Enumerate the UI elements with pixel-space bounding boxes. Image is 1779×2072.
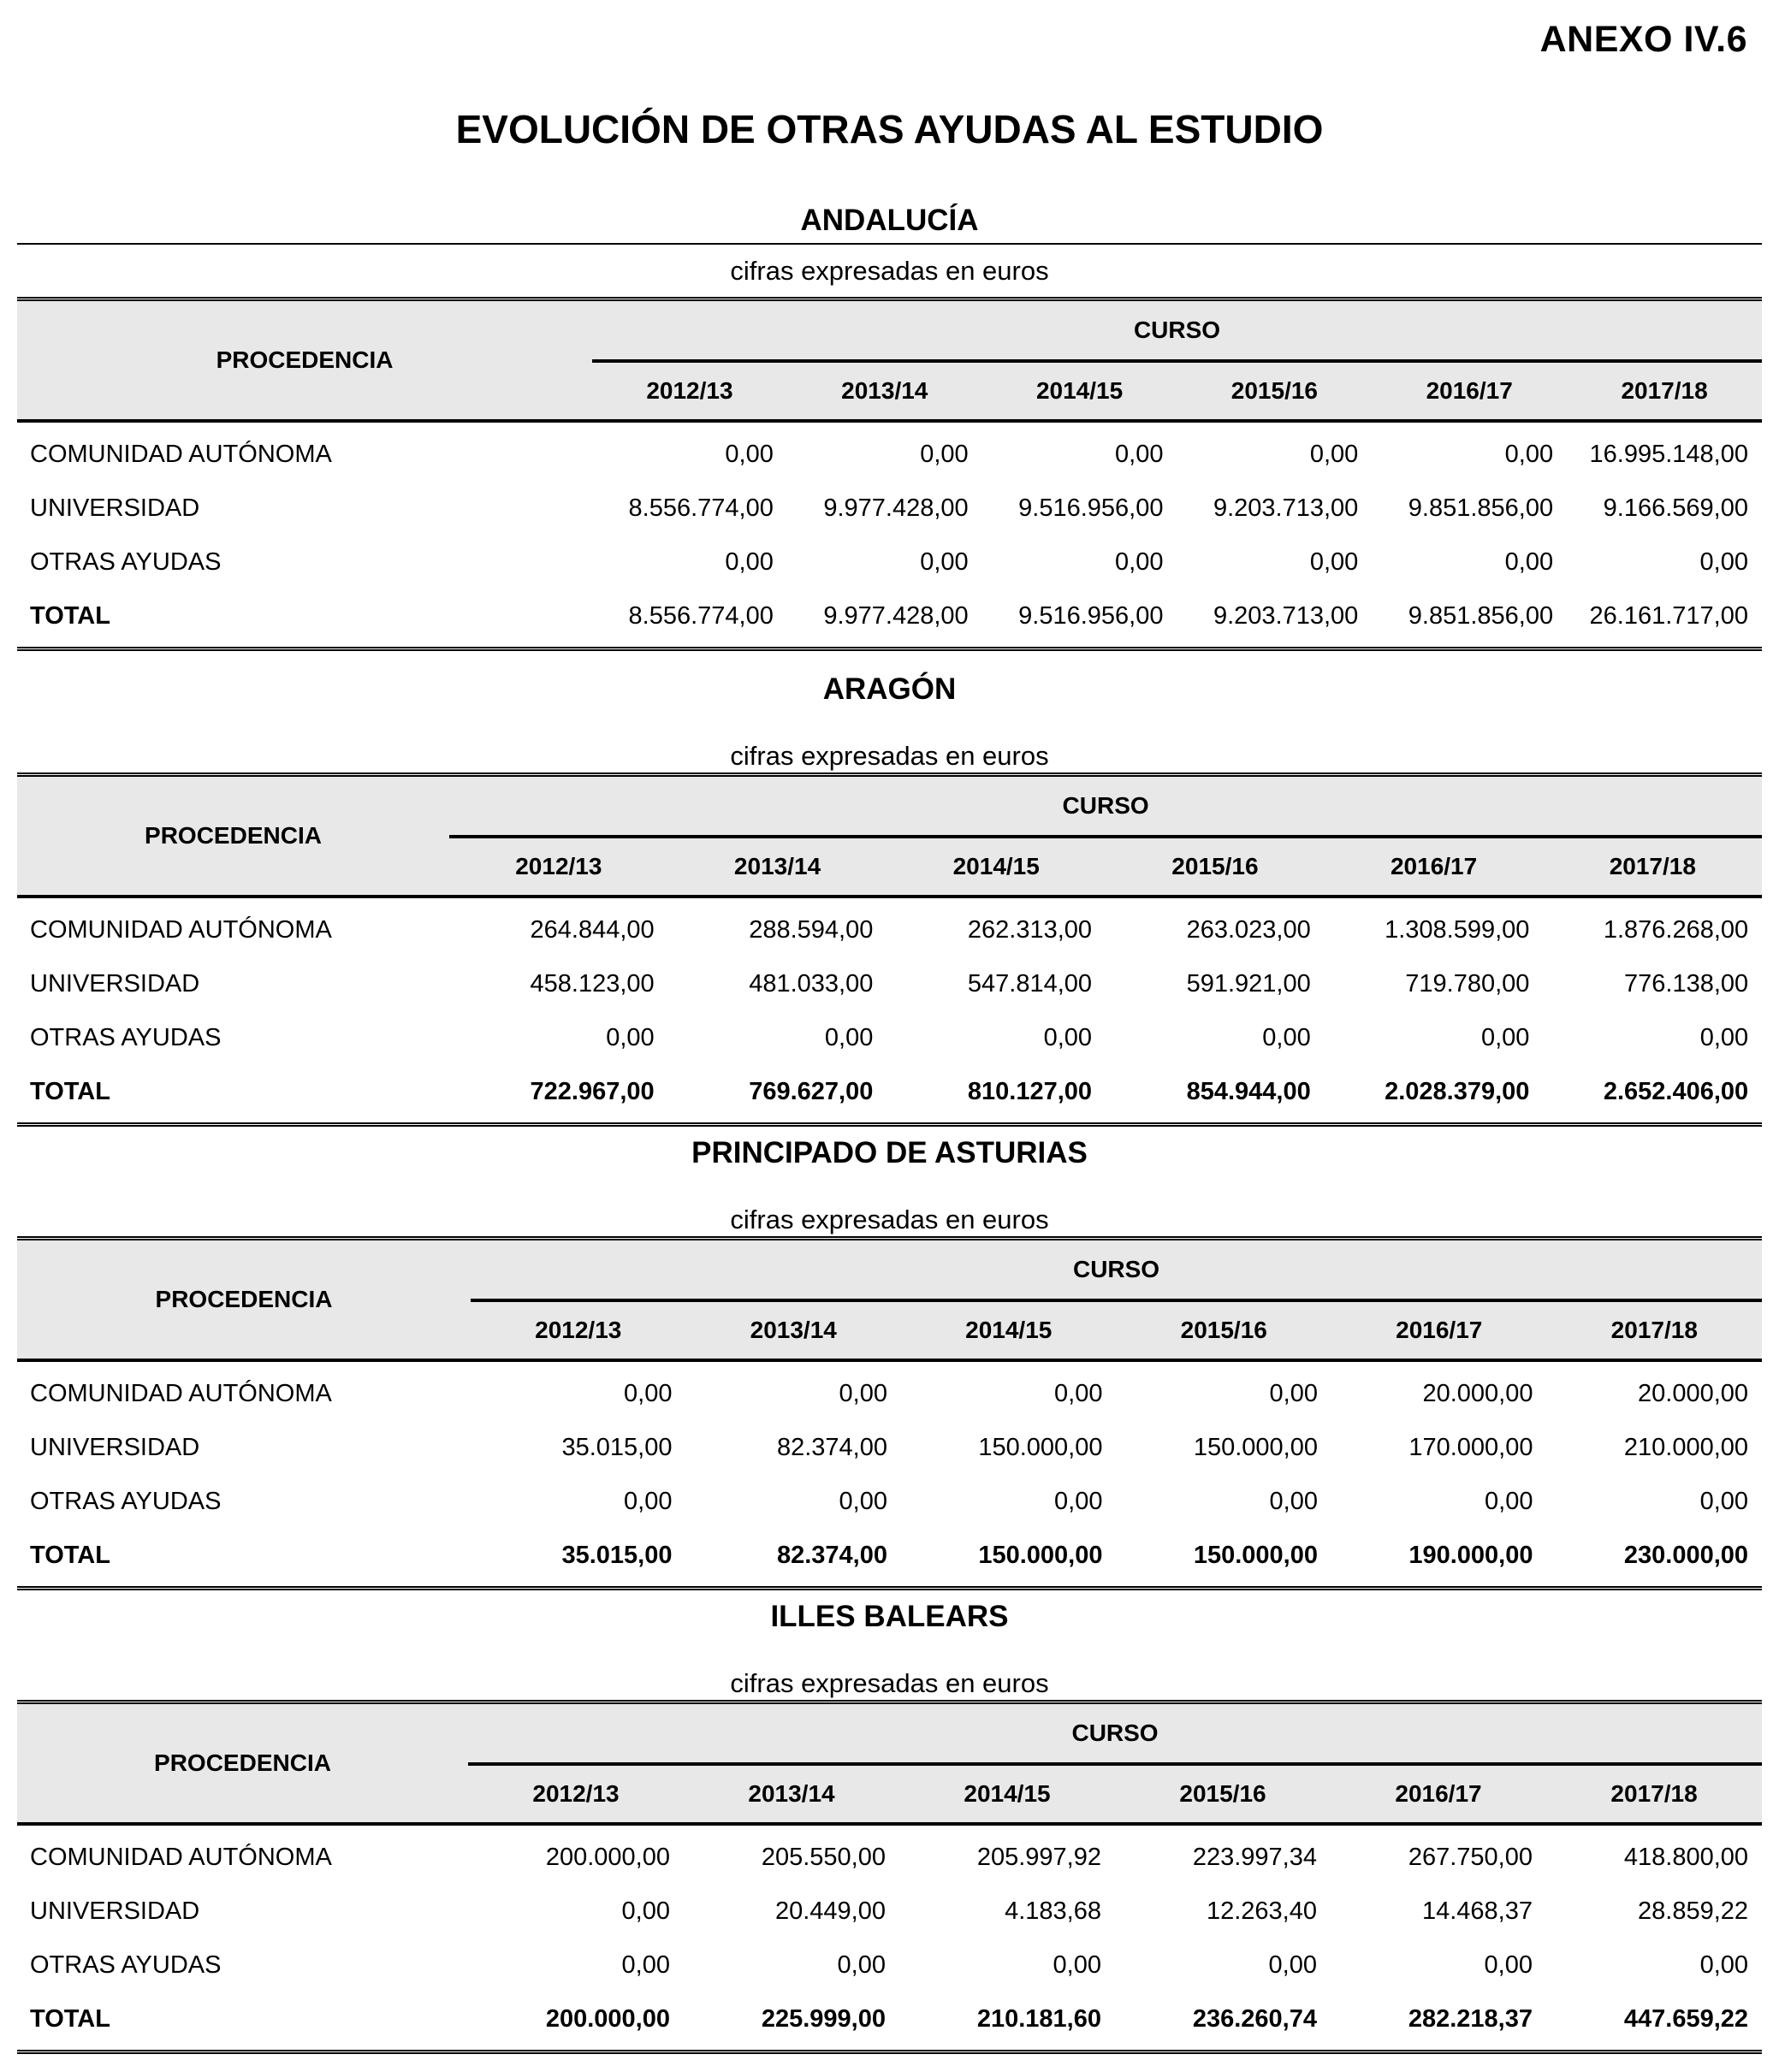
divider (17, 647, 1762, 651)
cell-value: 150.000,00 (1193, 1542, 1318, 1569)
table-row (17, 1011, 1762, 1065)
units-note: cifras expresadas en euros (730, 1668, 1049, 1698)
cell-value: 0,00 (1054, 1380, 1103, 1407)
table-row-total (17, 589, 1762, 643)
cell-value: 0,00 (1054, 1488, 1103, 1515)
region-section-asturias (17, 1131, 1762, 1590)
row-label: UNIVERSIDAD (30, 1897, 200, 1925)
row-label: OTRAS AYUDAS (30, 1488, 222, 1515)
page-title: EVOLUCIÓN DE OTRAS AYUDAS AL ESTUDIO (455, 107, 1324, 151)
region-section-aragon (17, 667, 1762, 1127)
region-title: ILLES BALEARS (770, 1600, 1009, 1633)
cell-value: 0,00 (1115, 441, 1164, 468)
cell-value: 205.550,00 (761, 1844, 886, 1871)
cell-value: 263.023,00 (1186, 916, 1311, 944)
cell-value: 223.997,34 (1192, 1844, 1317, 1871)
table-row (17, 1421, 1762, 1475)
row-label: TOTAL (30, 1542, 110, 1569)
cell-value: 0,00 (1269, 1380, 1318, 1407)
cell-value: 447.659,22 (1623, 2005, 1749, 2033)
cell-value: 2.028.379,00 (1385, 1078, 1530, 1105)
cell-value: 150.000,00 (978, 1434, 1103, 1461)
cell-value: 28.859,22 (1638, 1897, 1749, 1925)
cell-value: 0,00 (725, 441, 774, 468)
cell-value: 0,00 (920, 441, 969, 468)
cell-value: 0,00 (1699, 548, 1748, 576)
cell-value: 9.516.956,00 (1018, 602, 1164, 630)
year-header: 2016/17 (1325, 837, 1544, 897)
cell-value: 200.000,00 (545, 1844, 670, 1871)
procedencia-header: PROCEDENCIA (17, 301, 592, 421)
cell-value: 9.516.956,00 (1018, 494, 1164, 522)
cell-value: 0,00 (1504, 441, 1554, 468)
region-title: PRINCIPADO DE ASTURIAS (691, 1136, 1088, 1169)
row-label: UNIVERSIDAD (30, 1434, 200, 1461)
year-header: 2017/18 (1567, 361, 1762, 421)
cell-value: 9.851.856,00 (1408, 602, 1554, 630)
cell-value: 0,00 (1699, 1951, 1749, 1979)
cell-value: 0,00 (725, 548, 774, 576)
cell-value: 0,00 (1699, 1024, 1749, 1051)
cell-value: 288.594,00 (749, 916, 874, 944)
cell-value: 170.000,00 (1408, 1434, 1533, 1461)
cell-value: 769.627,00 (749, 1078, 874, 1105)
cell-value: 282.218,37 (1408, 2005, 1533, 2033)
data-table (17, 777, 1762, 1119)
divider (17, 1122, 1762, 1127)
cell-value: 1.308.599,00 (1385, 916, 1530, 944)
year-header: 2013/14 (787, 361, 982, 421)
row-label: UNIVERSIDAD (30, 494, 200, 522)
cell-value: 9.977.428,00 (823, 602, 969, 630)
year-header: 2014/15 (982, 361, 1177, 421)
table-row (17, 536, 1762, 589)
cell-value: 150.000,00 (978, 1542, 1103, 1569)
cell-value: 776.138,00 (1624, 970, 1749, 998)
cell-value: 20.000,00 (1422, 1380, 1533, 1407)
year-header: 2015/16 (1106, 837, 1325, 897)
table-row (17, 421, 1762, 482)
cell-value: 9.166.569,00 (1603, 494, 1748, 522)
cell-value: 82.374,00 (776, 1434, 887, 1461)
cell-value: 1.876.268,00 (1603, 916, 1749, 944)
year-header: 2012/13 (449, 837, 668, 897)
cell-value: 418.800,00 (1623, 1844, 1749, 1871)
cell-value: 0,00 (1268, 1951, 1317, 1979)
cell-value: 190.000,00 (1408, 1542, 1533, 1569)
cell-value: 719.780,00 (1405, 970, 1530, 998)
table-row (17, 1885, 1762, 1939)
cell-value: 205.997,92 (976, 1844, 1101, 1871)
table-row (17, 1475, 1762, 1529)
year-header: 2017/18 (1543, 837, 1762, 897)
year-header: 2014/15 (901, 1300, 1117, 1360)
cell-value: 236.260,74 (1192, 2005, 1317, 2033)
row-label: OTRAS AYUDAS (30, 1024, 222, 1051)
curso-header: CURSO (449, 777, 1762, 837)
region-section-andalucia (17, 198, 1762, 651)
table-row-total (17, 1065, 1762, 1119)
cell-value: 9.977.428,00 (823, 494, 969, 522)
region-title: ARAGÓN (822, 672, 957, 706)
table-row (17, 1939, 1762, 1992)
units-note: cifras expresadas en euros (730, 741, 1049, 771)
table-row (17, 482, 1762, 536)
cell-value: 35.015,00 (561, 1542, 673, 1569)
data-table (17, 1704, 1762, 2046)
cell-value: 591.921,00 (1186, 970, 1311, 998)
cell-value: 8.556.774,00 (628, 494, 774, 522)
table-row (17, 1824, 1762, 1885)
cell-value: 8.556.774,00 (628, 602, 774, 630)
cell-value: 0,00 (839, 1488, 887, 1515)
cell-value: 0,00 (839, 1380, 887, 1407)
curso-header: CURSO (468, 1704, 1762, 1764)
year-header: 2015/16 (1177, 361, 1372, 421)
cell-value: 0,00 (606, 1024, 655, 1051)
cell-value: 810.127,00 (967, 1078, 1093, 1105)
units-note: cifras expresadas en euros (730, 1205, 1049, 1234)
cell-value: 0,00 (621, 1951, 670, 1979)
cell-value: 0,00 (1309, 441, 1359, 468)
year-header: 2012/13 (471, 1300, 686, 1360)
row-label: TOTAL (30, 602, 110, 630)
year-header: 2012/13 (468, 1764, 684, 1824)
cell-value: 150.000,00 (1193, 1434, 1318, 1461)
year-header: 2013/14 (668, 837, 887, 897)
cell-value: 722.967,00 (530, 1078, 655, 1105)
cell-value: 0,00 (624, 1380, 673, 1407)
row-label: COMUNIDAD AUTÓNOMA (30, 916, 332, 944)
year-header: 2015/16 (1117, 1300, 1332, 1360)
cell-value: 14.468,37 (1421, 1897, 1533, 1925)
cell-value: 4.183,68 (1005, 1897, 1101, 1925)
year-header: 2016/17 (1331, 1764, 1546, 1824)
cell-value: 262.313,00 (967, 916, 1093, 944)
row-label: UNIVERSIDAD (30, 970, 200, 998)
cell-value: 225.999,00 (761, 2005, 886, 2033)
procedencia-header: PROCEDENCIA (17, 1240, 471, 1360)
cell-value: 0,00 (837, 1951, 886, 1979)
cell-value: 16.995.148,00 (1589, 441, 1748, 468)
cell-value: 9.203.713,00 (1213, 494, 1359, 522)
procedencia-header: PROCEDENCIA (17, 777, 449, 897)
year-header: 2016/17 (1372, 361, 1567, 421)
cell-value: 0,00 (624, 1488, 673, 1515)
divider (17, 1586, 1762, 1590)
cell-value: 481.033,00 (749, 970, 874, 998)
year-header: 2013/14 (684, 1764, 899, 1824)
cell-value: 210.181,60 (976, 2005, 1101, 2033)
cell-value: 0,00 (1115, 548, 1164, 576)
cell-value: 0,00 (1043, 1024, 1093, 1051)
annex-number: ANEXO IV.6 (1539, 19, 1747, 60)
cell-value: 0,00 (920, 548, 969, 576)
cell-value: 12.263,40 (1206, 1897, 1317, 1925)
cell-value: 0,00 (1309, 548, 1359, 576)
cell-value: 458.123,00 (530, 970, 655, 998)
row-label: COMUNIDAD AUTÓNOMA (30, 1380, 332, 1407)
cell-value: 0,00 (1262, 1024, 1311, 1051)
cell-value: 0,00 (1480, 1024, 1530, 1051)
year-header: 2013/14 (686, 1300, 902, 1360)
units-note: cifras expresadas en euros (730, 256, 1049, 286)
table-row (17, 957, 1762, 1011)
year-header: 2012/13 (592, 361, 787, 421)
table-row (17, 1360, 1762, 1421)
row-label: OTRAS AYUDAS (30, 548, 222, 576)
cell-value: 0,00 (1504, 548, 1554, 576)
cell-value: 9.851.856,00 (1408, 494, 1554, 522)
cell-value: 26.161.717,00 (1589, 602, 1748, 630)
cell-value: 0,00 (1269, 1488, 1318, 1515)
row-label: OTRAS AYUDAS (30, 1951, 222, 1979)
cell-value: 230.000,00 (1623, 1542, 1749, 1569)
row-label: COMUNIDAD AUTÓNOMA (30, 1844, 332, 1871)
data-table (17, 301, 1762, 643)
year-header: 2014/15 (887, 837, 1106, 897)
curso-header: CURSO (592, 301, 1762, 361)
cell-value: 264.844,00 (530, 916, 655, 944)
row-label: TOTAL (30, 2005, 110, 2033)
cell-value: 854.944,00 (1186, 1078, 1311, 1105)
cell-value: 20.449,00 (774, 1897, 886, 1925)
year-header: 2017/18 (1546, 1764, 1762, 1824)
year-header: 2016/17 (1331, 1300, 1547, 1360)
cell-value: 0,00 (1053, 1951, 1101, 1979)
cell-value: 20.000,00 (1638, 1380, 1749, 1407)
row-label: COMUNIDAD AUTÓNOMA (30, 441, 332, 468)
curso-header: CURSO (471, 1240, 1762, 1300)
year-header: 2015/16 (1115, 1764, 1331, 1824)
cell-value: 2.652.406,00 (1603, 1078, 1749, 1105)
cell-value: 200.000,00 (545, 2005, 670, 2033)
cell-value: 9.203.713,00 (1213, 602, 1359, 630)
cell-value: 0,00 (1485, 1488, 1533, 1515)
cell-value: 0,00 (824, 1024, 874, 1051)
year-header: 2017/18 (1547, 1300, 1763, 1360)
year-header: 2014/15 (899, 1764, 1115, 1824)
region-title: ANDALUCÍA (800, 204, 979, 237)
cell-value: 0,00 (1484, 1951, 1533, 1979)
data-table (17, 1240, 1762, 1583)
table-row-total (17, 1529, 1762, 1583)
table-row (17, 897, 1762, 957)
cell-value: 547.814,00 (967, 970, 1093, 998)
cell-value: 210.000,00 (1623, 1434, 1749, 1461)
divider (17, 2050, 1762, 2054)
table-row-total (17, 1992, 1762, 2046)
cell-value: 267.750,00 (1408, 1844, 1533, 1871)
cell-value: 0,00 (621, 1897, 670, 1925)
cell-value: 35.015,00 (561, 1434, 673, 1461)
cell-value: 82.374,00 (776, 1542, 887, 1569)
procedencia-header: PROCEDENCIA (17, 1704, 468, 1824)
cell-value: 0,00 (1699, 1488, 1749, 1515)
region-section-illes-balears (17, 1595, 1762, 2054)
row-label: TOTAL (30, 1078, 110, 1105)
